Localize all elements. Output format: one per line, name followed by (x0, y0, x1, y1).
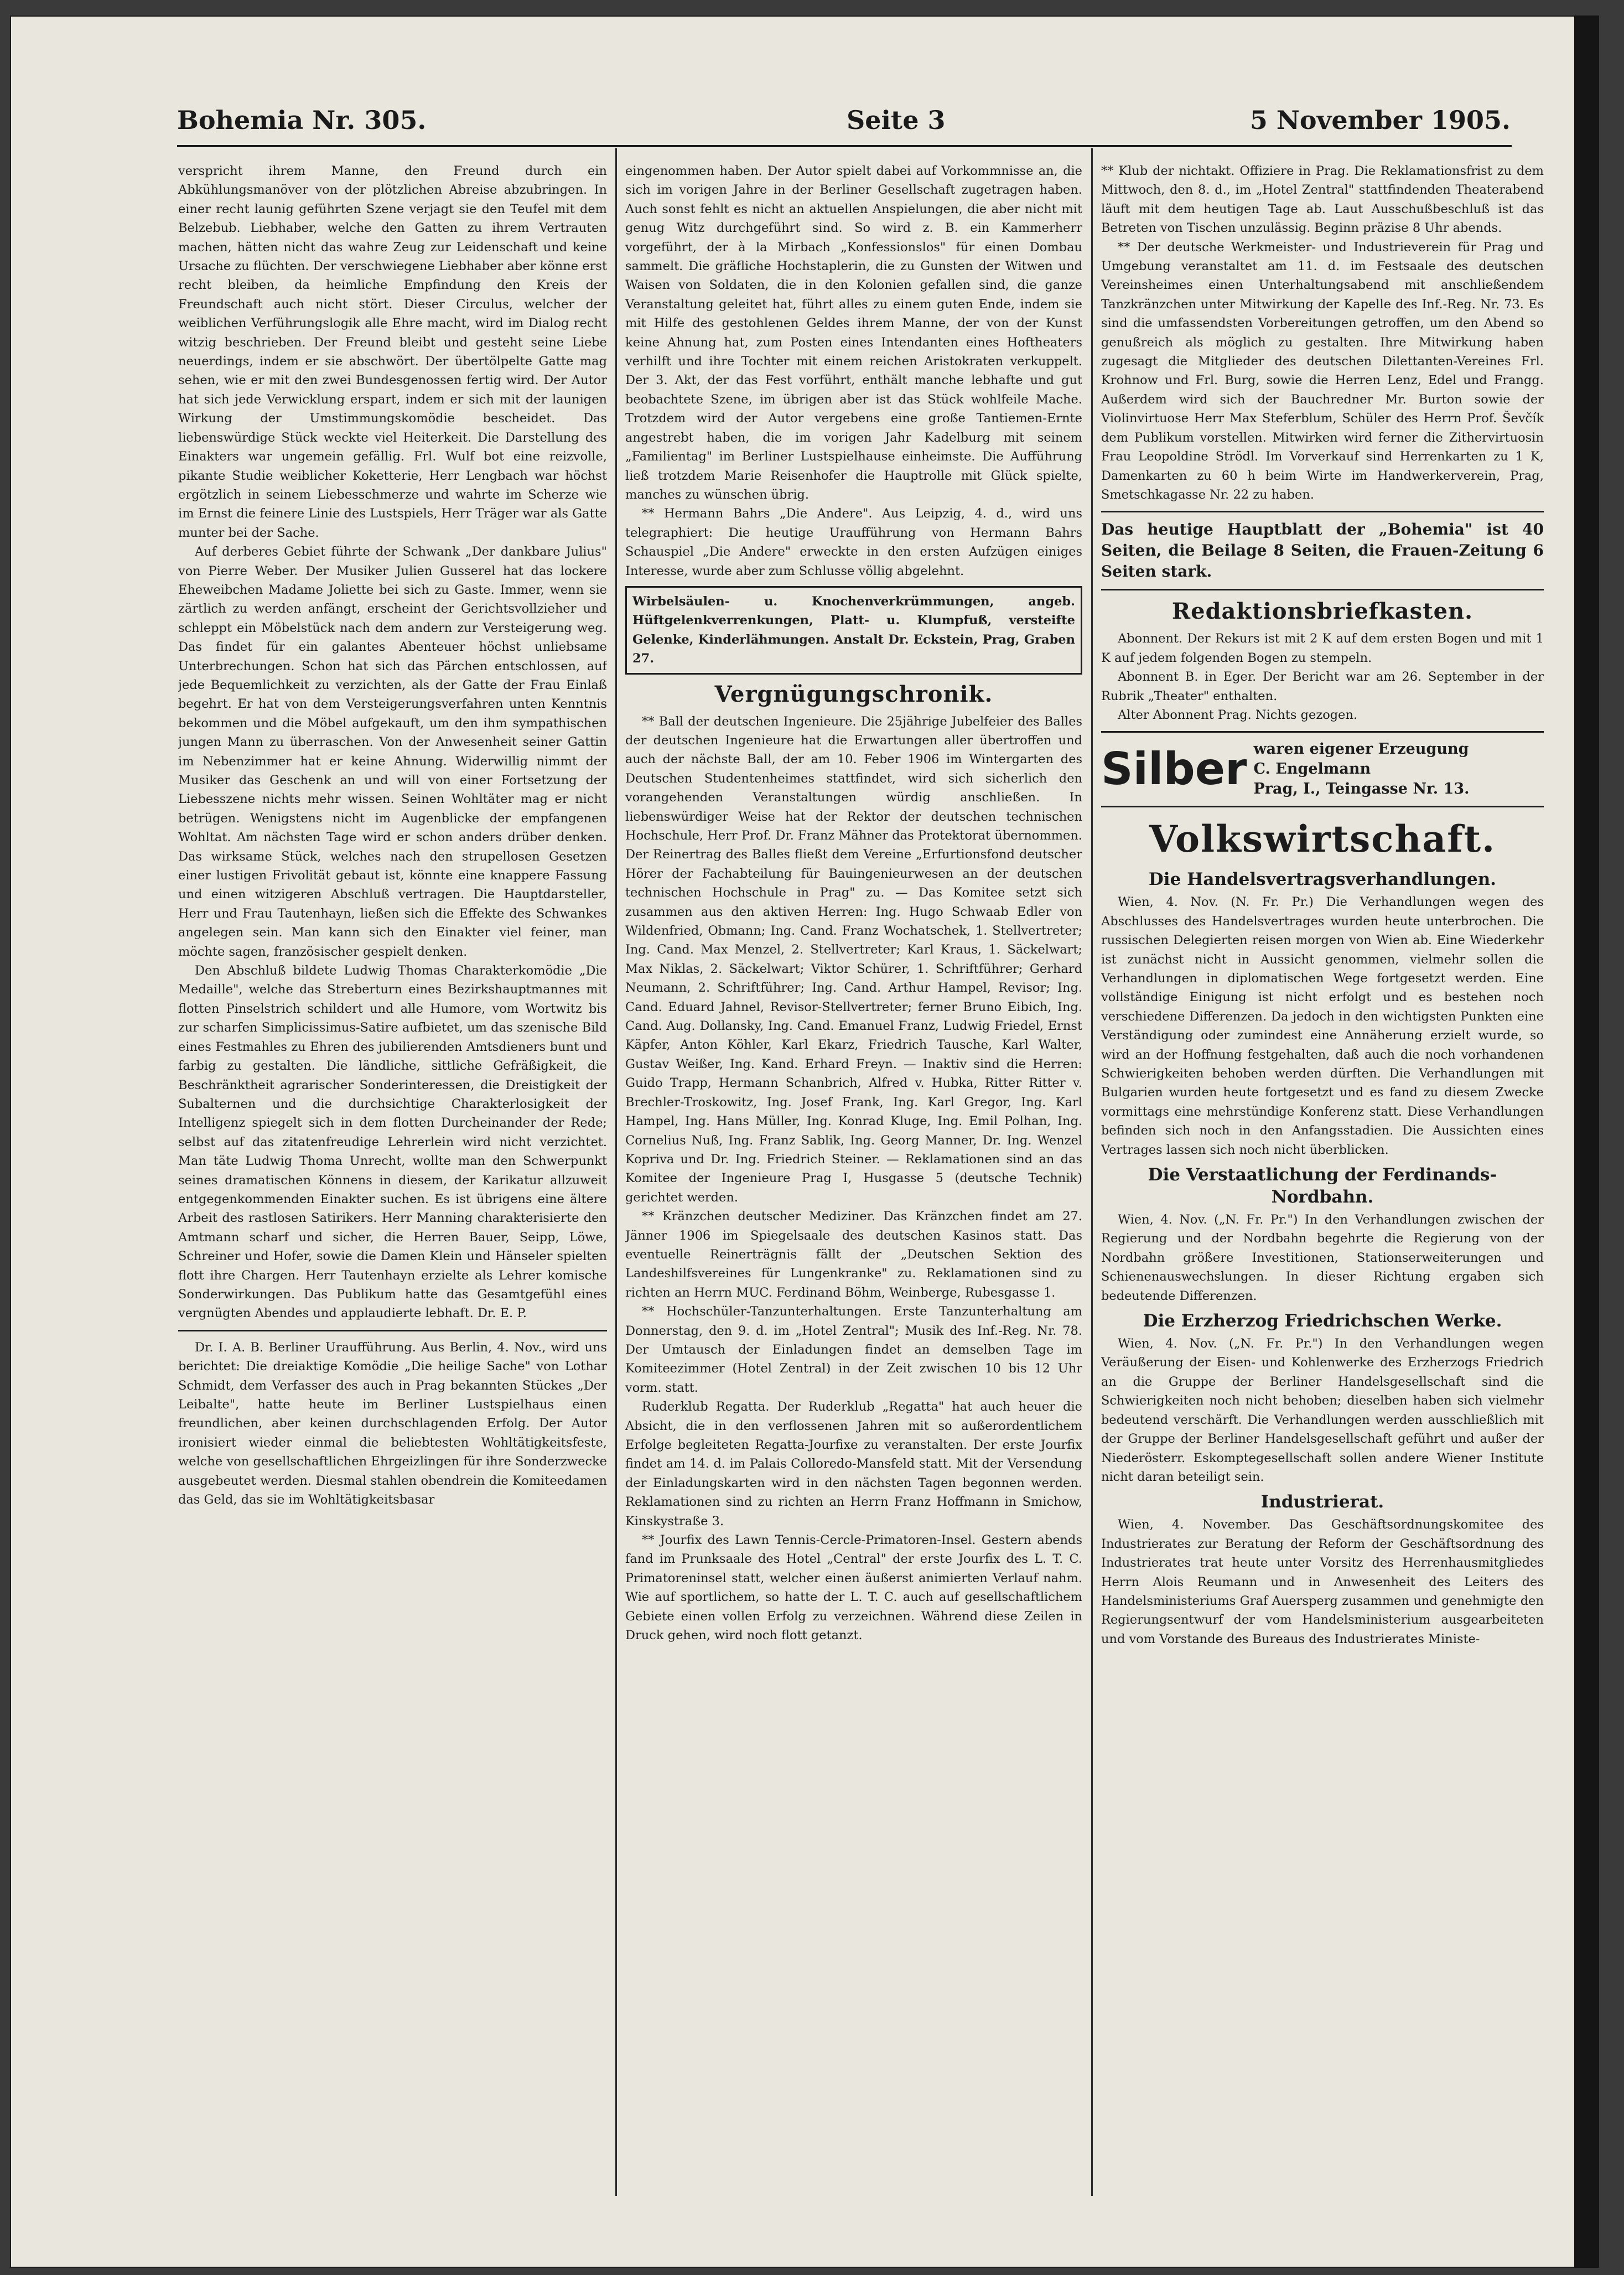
offiziere-klub-article: ** Klub der nichtakt. Offiziere in Prag. Die Reklamationsfrist zu dem Mittwoch, den 8. d., im „Hotel Zentral" stattfindenden Theaterabend läuft mit dem heutigen Tage ab. Laut Ausschußbeschluß ist das Betreten von Tischen unzulässig. Beginn präzise 8 Uhr abends. (1101, 164, 1544, 236)
subheading-nordbahn: Die Verstaatlichung der Ferdinands-Nordbahn. (1148, 1165, 1497, 1208)
subheading-erzherzog-werke: Die Erzherzog Friedrichschen Werke. (1143, 1311, 1502, 1331)
theater-review-part-3: Den Abschluß bildete Ludwig Thomas Charakterkomödie „Die Medaille", welche das Streberturn eines Bezirkshauptmannes mit flotten Pinselstrich schildert und alle Humore, vom Wortwitz bis zur scharfen Simplicissimus-Satire aufbietet, um das szenische Bild eines Festmahles zu Ehren des jubilierenden Amtsdieners bunt und farbig zu gestalten. Die ländliche, sittliche Gefräßigkeit, die Beschränktheit agrarischer Sonderinteressen, die Dreistigkeit der Subalternen und die durchsichtige Charakterlosigkeit der Intelligenz spiegelt sich in dem flotten Durcheinander der Rede; selbst auf das zitatenfreudige Lehrerlein wird nicht verzichtet. Man täte Ludwig Thoma Unrecht, wollte man den Schwerpunkt seines dramatischen Könnens in diesem, der Karikatur allzuweit entgegenkommenden Einakter suchen. Es ist übrigens eine ältere Arbeit des rastlosen Satirikers. Herr Manning charakterisierte den Amtmann scharf und sicher, die Herren Bauer, Seipp, Löwe, Schreiner und Hofer, sowie die Damen Klein und Hänseler spielten flott ihre Chargen. Herr Tautenhayn erzielte als Lehrer komische Sonderwirkungen. Das Publikum hatte das Gesamtgefühl eines vergnügten Abendes und applaudierte lebhaft. Dr. E. P. (178, 963, 607, 1321)
berlin-premiere-continued: eingenommen haben. Der Autor spielt dabei auf Vorkommnisse an, die sich im vorigen Jahre in der Berliner Gesellschaft zugetragen haben. Auch sonst fehlt es nicht an aktuellen Anspielungen, die aber nicht mit genug Witz durchgeführt sind. So wird z. B. ein Kammerherr vorgeführt, der à la Mirbach „Konfessionslos" für einen Dombau sammelt. Die gräfliche Hochstaplerin, die zu Gunsten der Witwen und Waisen von Soldaten, die in den Kolonien gefallen sind, die ganze Veranstaltung geleitet hat, führt alles zu einem guten Ende, indem sie mit Hilfe des gestohlenen Geldes ihrem Manne, der von der Kunst keine Ahnung hat, zum Posten eines Intendanten eines Hoftheaters verhilft und ihre Tochter mit einem reichen Aristokraten verkuppelt. Der 3. Akt, der das Fest vorführt, enthält manche lebhafte und gut beobachtete Szene, im übrigen aber ist das Stück wohlfeile Mache. Trotzdem wird der Autor vergebens eine große Tantiemen-Ernte angestrebt haben, die im vorigen Jahr Kadelburg mit seinem „Familientag" im Berliner Lustspielhause einheimste. Die Aufführung ließ trotzdem Marie Reisenhofer die Hauptrolle mit Glück spielte, manches zu wünschen übrig. (625, 164, 1082, 502)
column-2 (625, 162, 1082, 2187)
erzherzog-werke-article: Wien, 4. Nov. („N. Fr. Pr.") In den Verhandlungen wegen Veräußerung der Eisen- und Kohlenwerke des Erzherzogs Friedrich an die Gruppe der Berliner Handelsgesellschaft sind die Schwierigkeiten noch nicht behoben; dieselben haben sich vielmehr bedeutend verschärft. Die Verhandlungen werden ausschließlich mit der Gruppe der Berliner Handelsgesellschaft geführt und außer der Niederösterr. Eskomptegesellschaft sollen andere Wiener Institute nicht daran beteiligt sein. (1101, 1336, 1544, 1484)
letter-abonnent: Abonnent. Der Rekurs ist mit 2 K auf dem ersten Bogen und mit 1 K auf jedem folgenden Bogen zu stempeln. (1101, 631, 1544, 665)
column-1 (178, 162, 607, 2187)
nordbahn-article: Wien, 4. Nov. („N. Fr. Pr.") In den Verhandlungen zwischen der Regierung und der Nordbahn begehrte die Regierung von der Nordbahn größere Investitionen, Stationserweiterungen und Schienenauswechslungen. In dieser Richtung ergaben sich bedeutende Differenzen. (1101, 1212, 1544, 1303)
letter-alter-abonnent: Alter Abonnent Prag. Nichts gezogen. (1118, 707, 1358, 722)
theater-review-part-1: verspricht ihrem Manne, den Freund durch ein Abkühlungsmanöver von der plötzlichen Abreise abzubringen. In einer recht launig geführten Szene verjagt sie den Teufel mit dem Belzebub. Liebhaber, welche den Gatten zu ihrem Vertrauten machen, hätten nicht das wahre Zeug zur Leidenschaft und keine Ursache zu flüchten. Der verschwiegene Liebhaber aber könne erst recht bleiben, da heimliche Empfindung den Kreis der Freundschaft auch nicht stört. Dieser Circulus, welcher der weiblichen Verführungslogik alle Ehre macht, wird im Dialog recht witzig beschrieben. Der Freund bleibt und gesteht seine Liebe neuerdings, indem er sie abschwört. Der übertölpelte Gatte mag sehen, wie er mit den zwei Bundesgenossen fertig wird. Der Autor hat sich jede Verwicklung erspart, indem er sich mit der launigen Wirkung der Umstimmungskomödie bescheidet. Das liebenswürdige Stück weckte viel Heiterkeit. Die Darstellung des Einakters war ungemein gefällig. Frl. Wulf bot eine reizvolle, pikante Studie weiblicher Koketterie, Herr Lengbach war höchst ergötzlich in seinem Liebesschmerze und wahrte im Scherze wie im Ernst die feinere Linie des Lustspiels, Herr Träger war als Gatte munter bei der Sache. (178, 164, 607, 540)
page-header (177, 105, 1511, 144)
lawn-tennis-article: ** Jourfix des Lawn Tennis-Cercle-Primatoren-Insel. Gestern abends fand im Prunksaale des Hotel „Central" der erste Jourfix des L. T. C. Primatoreninsel statt, welcher einen äußerst animierten Verlauf nahm. Wie auf sportlichem, so hatte der L. T. C. auch auf gesellschaftlichem Gebiete einen vollen Erfolg zu verzeichnen. Während diese Zeilen in Druck gehen, wird noch flott getanzt. (625, 1533, 1082, 1643)
column-divider-1 (615, 148, 617, 2196)
silber-logo-word: Silber (1101, 743, 1247, 795)
divider (1101, 806, 1544, 807)
mediziner-kraenzchen-article: ** Kränzchen deutscher Mediziner. Das Kränzchen findet am 27. Jänner 1906 im Spiegelsaale des deutschen Kasinos statt. Das eventuelle Reinerträgnis fällt der „Deutschen Sektion des Landeshilfsvereines für Lungenkranke" zu. Reklamationen sind zu richten an Herrn MUC. Ferdinand Böhm, Weinberge, Rubesgasse 1. (625, 1209, 1082, 1300)
header-date: 5 November 1905. (1249, 105, 1511, 135)
section-title-volkswirtschaft: Volkswirtschaft. (1149, 817, 1496, 861)
column-divider-2 (1091, 148, 1093, 2196)
werkmeister-verein-article: ** Der deutsche Werkmeister- und Industrieverein für Prag und Umgebung veranstaltet am 11. d. im Festsaale des deutschen Vereinsheimes einen Unterhaltungsabend mit anschließendem Tanzkränzchen unter Mitwirkung der Kapelle des Inf.-Reg. Nr. 73. Es sind die umfassendsten Vorbereitungen getroffen, um den Abend so genußreich als möglich zu gestalten. Ihre Mitwirkung haben zugesagt die Mitglieder des deutschen Dilettanten-Vereines Frl. Krohnow und Frl. Burg, sowie die Herren Lenz, Edel und Frangg. Außerdem wird sich der Bauchredner Mr. Burton sowie der Violinvirtuose Herr Max Steferblum, Schüler des Herrn Prof. Ševčík dem Publikum vorstellen. Mitwirken wird ferner die Zithervirtuosin Frau Leopoldine Strödl. Im Vorverkauf sind Herrenkarten zu 1 K, Damenkarten zu 60 h beim Wirte im Handwerkerverein, Prag, Smetschkagasse Nr. 22 zu haben. (1101, 240, 1544, 502)
hochschueler-article: ** Hochschüler-Tanzunterhaltungen. Erste Tanzunterhaltung am Donnerstag, den 9. d. im „Hotel Zentral"; Musik des Inf.-Reg. Nr. 78. Der Umtausch der Einladungen findet an demselben Tage im Komiteezimmer (Hotel Zentral) in der Zeit zwischen 10 bis 12 Uhr vorm. statt. (625, 1304, 1082, 1395)
divider (178, 1330, 607, 1331)
header-rule (177, 145, 1512, 147)
silber-line-1: waren eigener Erzeugung (1253, 740, 1469, 758)
column-3 (1101, 162, 1544, 2187)
silber-line-2: C. Engelmann (1253, 760, 1371, 778)
bahr-die-andere-article: ** Hermann Bahrs „Die Andere". Aus Leipzig, 4. d., wird uns telegraphiert: Die heutige Uraufführung von Hermann Bahrs Schauspiel „Die Andere" erweckte in den ersten Aufzügen einiges Interesse, wurde aber zum Schlusse völlig abgelehnt. (625, 506, 1082, 578)
subheading-handelsvertrag: Die Handelsvertragsverhandlungen. (1148, 869, 1497, 890)
ruderklub-article: Ruderklub Regatta. Der Ruderklub „Regatta" hat auch heuer die Absicht, die in den verflossenen Jahren mit so außerordentlichem Erfolge begleiteten Regatta-Jourfixe zu veranstalten. Der erste Jourfix findet am 14. d. im Palais Colloredo-Mansfeld statt. Mit der Versendung der Einladungskarten wird in den nächsten Tagen begonnen werden. Reklamationen sind zu richten an Herrn Franz Hoffmann in Smichow, Kinskystraße 3. (625, 1400, 1082, 1528)
theater-review-part-2: Auf derberes Gebiet führte der Schwank „Der dankbare Julius" von Pierre Weber. Der Musiker Julien Gusserel hat das lockere Eheweibchen Madame Joliette bei sich zu Gaste. Immer, wenn sie zärtlich zu werden anfängt, erscheint der Gerichtsvollzieher und schleppt ein Möbelstück nach dem andern zur Versteigerung weg. Das findet für ein galantes Abenteuer höchst unliebsame Unterbrechungen. Schon hat sich das Pärchen entschlossen, auf jede Bequemlichkeit zu verzichten, als der Gatte der Frau Einlaß begehrt. Er hat von dem Versteigerungsverfahren unten Kenntnis bekommen und die Möbel aufgekauft, um den ihm sympathischen jungen Mann zu überraschen. Von der Anwesenheit seiner Gattin im Nebenzimmer hat er keine Ahnung. Widerwillig nimmt der Musiker das Geschenk an und will von einer Fortsetzung der Liebesszene nichts mehr wissen. Seinen Wohltäter mag er nicht betrügen. Wenigstens nicht im Augenblicke der empfangenen Wohltat. Am nächsten Tage wird er schon anders drüber denken. Das wirksame Stück, welches nach den strupellosen Gesetzen einer lustigen Frivolität gebaut ist, könnte eine knappere Fassung und einen witzigeren Abschluß vertragen. Die Hauptdarsteller, Herr und Frau Tautenhayn, ließen sich die Effekte des Schwankes angelegen sein. Man kann sich den Einakter viel feiner, man möchte sagen, französischer gespielt denken. (178, 545, 607, 959)
scan-border (1574, 15, 1599, 2268)
letter-abonnent-eger: Abonnent B. in Eger. Der Bericht war am 26. September in der Rubrik „Theater" enthalten. (1101, 670, 1544, 703)
divider (1101, 511, 1544, 512)
industrierat-article: Wien, 4. November. Das Geschäftsordnungskomitee des Industrierates zur Beratung der Reform der Geschäftsordnung des Industrierates trat heute unter Vorsitz des Herrenhausmitgliedes Herrn Alois Reumann und in Anwesenheit des Leiters des Handelsministeriums Graf Auersperg zusammen und genehmigte den Regierungsentwurf der vom Handelsministerium ausgearbeiteten und vom Vorstande des Bureaus des Industrierates Ministe- (1101, 1517, 1544, 1646)
edition-size-notice: Das heutige Hauptblatt der „Bohemia" ist 40 Seiten, die Beilage 8 Seiten, die Frauen-Zeitung 6 Seiten stark. (1101, 520, 1544, 581)
advertisement-eckstein: Wirbelsäulen- u. Knochenverkrümmungen, angeb. Hüftgelenkverrenkungen, Platt- u. Klumpfuß, versteifte Gelenke, Kinderlähmungen. Anstalt Dr. Eckstein, Prag, Graben 27. (625, 586, 1082, 675)
advertisement-silber (1101, 739, 1544, 799)
header-masthead: Bohemia Nr. 305. (177, 105, 427, 135)
ingenieure-ball-article: ** Ball der deutschen Ingenieure. Die 25jährige Jubelfeier des Balles der deutschen Ingenieure hat die Erwartungen aller übertroffen und auch der nächste Ball, der am 10. Feber 1906 im Wintergarten des Deutschen Studentenheimes stattfindet, wird sich sicherlich den vorangehenden Veranstaltungen würdig anschließen. In liebenswürdiger Weise hat der Rektor der deutschen technischen Hochschule, Herr Prof. Dr. Franz Mähner das Protektorat übernommen. Der Reinertrag des Balles fließt dem Vereine „Erfurtionsfond deutscher Hörer der Fachabteilung für Bauingenieurwesen an der deutschen technischen Hochschule in Prag" zu. — Das Komitee setzt sich zusammen aus den aktiven Herren: Ing. Hugo Schwaab Edler von Wildenfried, Obmann; Ing. Cand. Franz Wochatschek, 1. Stellvertreter; Ing. Cand. Max Menzel, 2. Stellvertreter; Karl Kraus, 1. Säckelwart; Max Niklas, 2. Säckelwart; Viktor Schürer, 1. Schriftführer; Gerhard Neumann, 2. Schriftführer; Ing. Cand. Arthur Hampel, Revisor; Ing. Cand. Eduard Jahnel, Revisor-Stellvertreter; ferner Bruno Eibich, Ing. Cand. Aug. Dollansky, Ing. Cand. Emanuel Franz, Ludwig Friedel, Ernst Käpfer, Anton Köhler, Karl Ekarz, Friedrich Tausche, Karl Walter, Gustav Weißer, Ing. Kand. Erhard Freyn. — Inaktiv sind die Herren: Guido Trapp, Hermann Schanbrich, Alfred v. Hubka, Ritter Ritter v. Brechler-Troskowitz, Ing. Josef Frank, Ing. Karl Gregor, Ing. Karl Hampel, Ing. Hans Müller, Ing. Konrad Kluge, Ing. Emil Polhan, Ing. Cornelius Nuß, Ing. Franz Sablik, Ing. Georg Manner, Dr. Ing. Wenzel Kopriva und Dr. Ing. Friedrich Steiner. — Reklamationen sind an das Komitee der Ingenieure Prag I, Husgasse 5 (deutsche Technik) gerichtet werden. (625, 714, 1082, 1205)
silber-line-3: Prag, I., Teingasse Nr. 13. (1253, 780, 1470, 798)
section-title-vergnuegungschronik: Vergnügungschronik. (714, 681, 993, 707)
subheading-industrierat: Industrierat. (1260, 1492, 1384, 1512)
header-page-number: Seite 3 (847, 105, 946, 135)
divider (1101, 731, 1544, 733)
berlin-premiere-article: Dr. I. A. B. Berliner Uraufführung. Aus Berlin, 4. Nov., wird uns berichtet: Die dreiaktige Komödie „Die heilige Sache" von Lothar Schmidt, dem Verfasser des auch in Prag bekannten Stückes „Der Leibalte", hatte heute im Berliner Lustspielhaus einen freundlichen, aber keinen durchschlagenden Erfolg. Der Autor ironisiert wieder einmal die beliebtesten Wohltätigkeitsfeste, welche von gesellschaftlichen Ehrgeizlingen für ihre Sonderzwecke ausgebeutet werden. Diesmal stahlen obendrein die Komiteedamen das Geld, das sie im Wohltätigkeitsbasar (178, 1340, 607, 1507)
section-title-redaktionsbriefkasten: Redaktionsbriefkasten. (1171, 598, 1473, 625)
divider (1101, 589, 1544, 590)
handelsvertrag-article: Wien, 4. Nov. (N. Fr. Pr.) Die Verhandlungen wegen des Abschlusses des Handelsvertrages wurden heute unterbrochen. Die russischen Delegierten reisen morgen von Wien ab. Eine Wiederkehr ist zunächst nicht in Aussicht genommen, vielmehr sollen die Verhandlungen in diplomatischen Wege fortgesetzt werden. Eine vollständige Einigung ist nicht erfolgt und es bestehen noch verschiedene Differenzen. Da jedoch in den wichtigsten Punkten eine Verständigung oder zumindest eine Annäherung erzielt wurde, so wird an der Hoffnung festgehalten, daß auch die noch vorhandenen Schwierigkeiten behoben werden dürften. Die Verhandlungen mit Bulgarien wurden heute fortgesetzt und es fand zu diesem Zwecke vormittags eine mehrstündige Konferenz statt. Diese Verhandlungen befinden sich noch in den Anfangsstadien. Die Aussichten eines Vertrages lassen sich noch nicht überblicken. (1101, 895, 1544, 1157)
